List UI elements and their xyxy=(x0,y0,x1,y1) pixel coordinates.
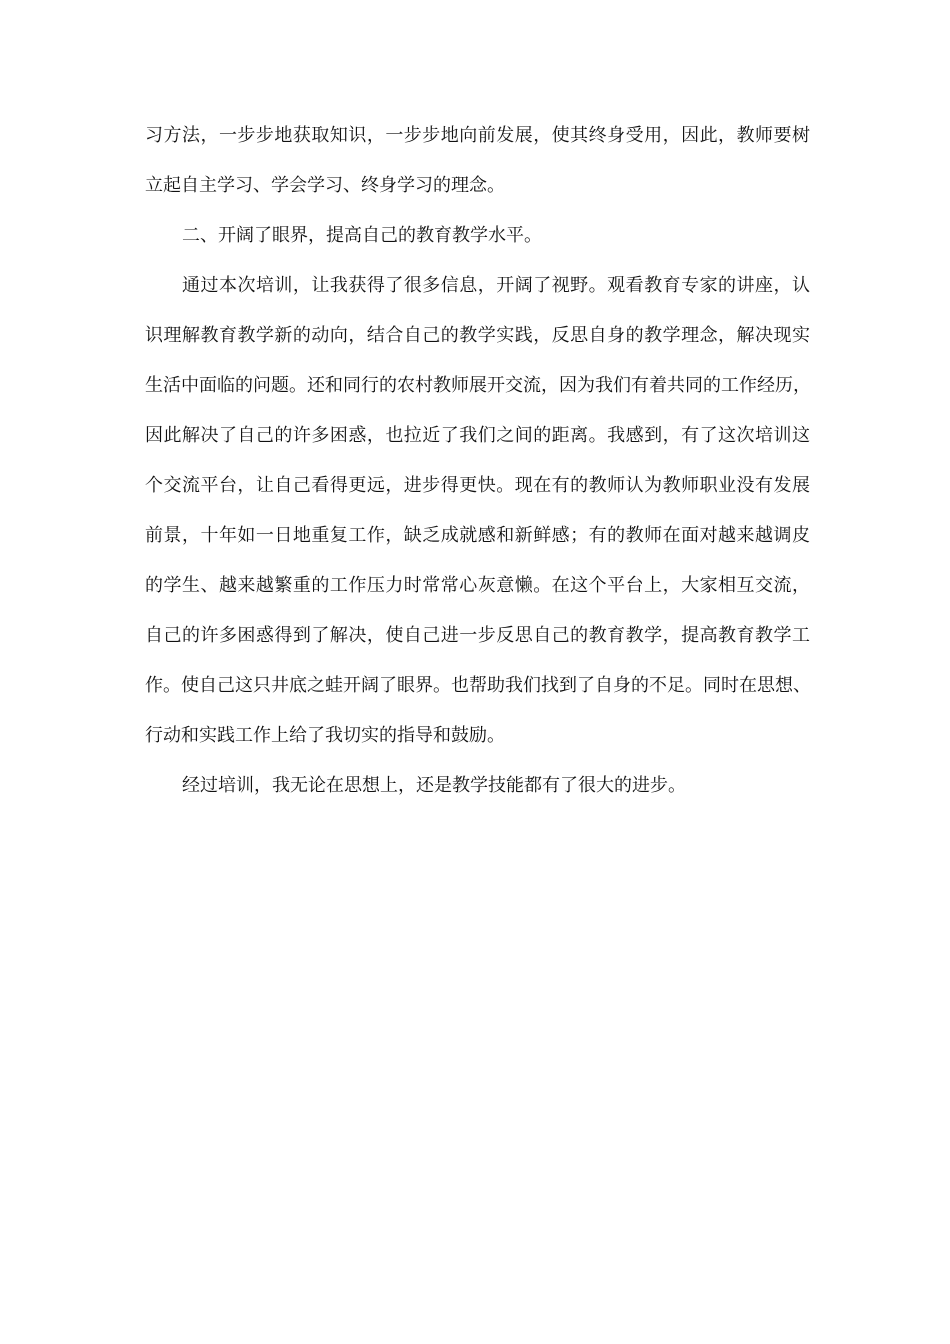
paragraph-first-line: 通过本次培训，让我获得了很多信息，开阔了视野。观看教育专家的讲座，认 xyxy=(182,275,810,296)
text-line: 立起自主学习、学会学习、终身学习的理念。 xyxy=(145,175,505,196)
text-line: 作。使自己这只井底之蛙开阔了眼界。也帮助我们找到了自身的不足。同时在思想、 xyxy=(145,675,811,696)
paragraph-first-line: 经过培训，我无论在思想上，还是教学技能都有了很大的进步。 xyxy=(182,775,686,796)
text-line: 行动和实践工作上给了我切实的指导和鼓励。 xyxy=(145,725,505,746)
text-line: 个交流平台，让自己看得更远，进步得更快。现在有的教师认为教师职业没有发展 xyxy=(145,475,810,496)
text-line: 自己的许多困惑得到了解决，使自己进一步反思自己的教育教学，提高教育教学工 xyxy=(145,625,810,646)
text-line: 因此解决了自己的许多困惑，也拉近了我们之间的距离。我感到，有了这次培训这 xyxy=(145,425,810,446)
text-line: 习方法，一步步地获取知识，一步步地向前发展，使其终身受用，因此，教师要树 xyxy=(145,125,810,146)
text-line: 前景，十年如一日地重复工作，缺乏成就感和新鲜感；有的教师在面对越来越调皮 xyxy=(145,525,810,546)
text-line: 识理解教育教学新的动向，结合自己的教学实践，反思自身的教学理念，解决现实 xyxy=(145,325,810,346)
section-heading: 二、开阔了眼界，提高自己的教育教学水平。 xyxy=(182,225,542,246)
text-line: 的学生、越来越繁重的工作压力时常常心灰意懒。在这个平台上，大家相互交流， xyxy=(145,575,810,596)
text-line: 生活中面临的问题。还和同行的农村教师展开交流，因为我们有着共同的工作经历， xyxy=(145,375,811,396)
